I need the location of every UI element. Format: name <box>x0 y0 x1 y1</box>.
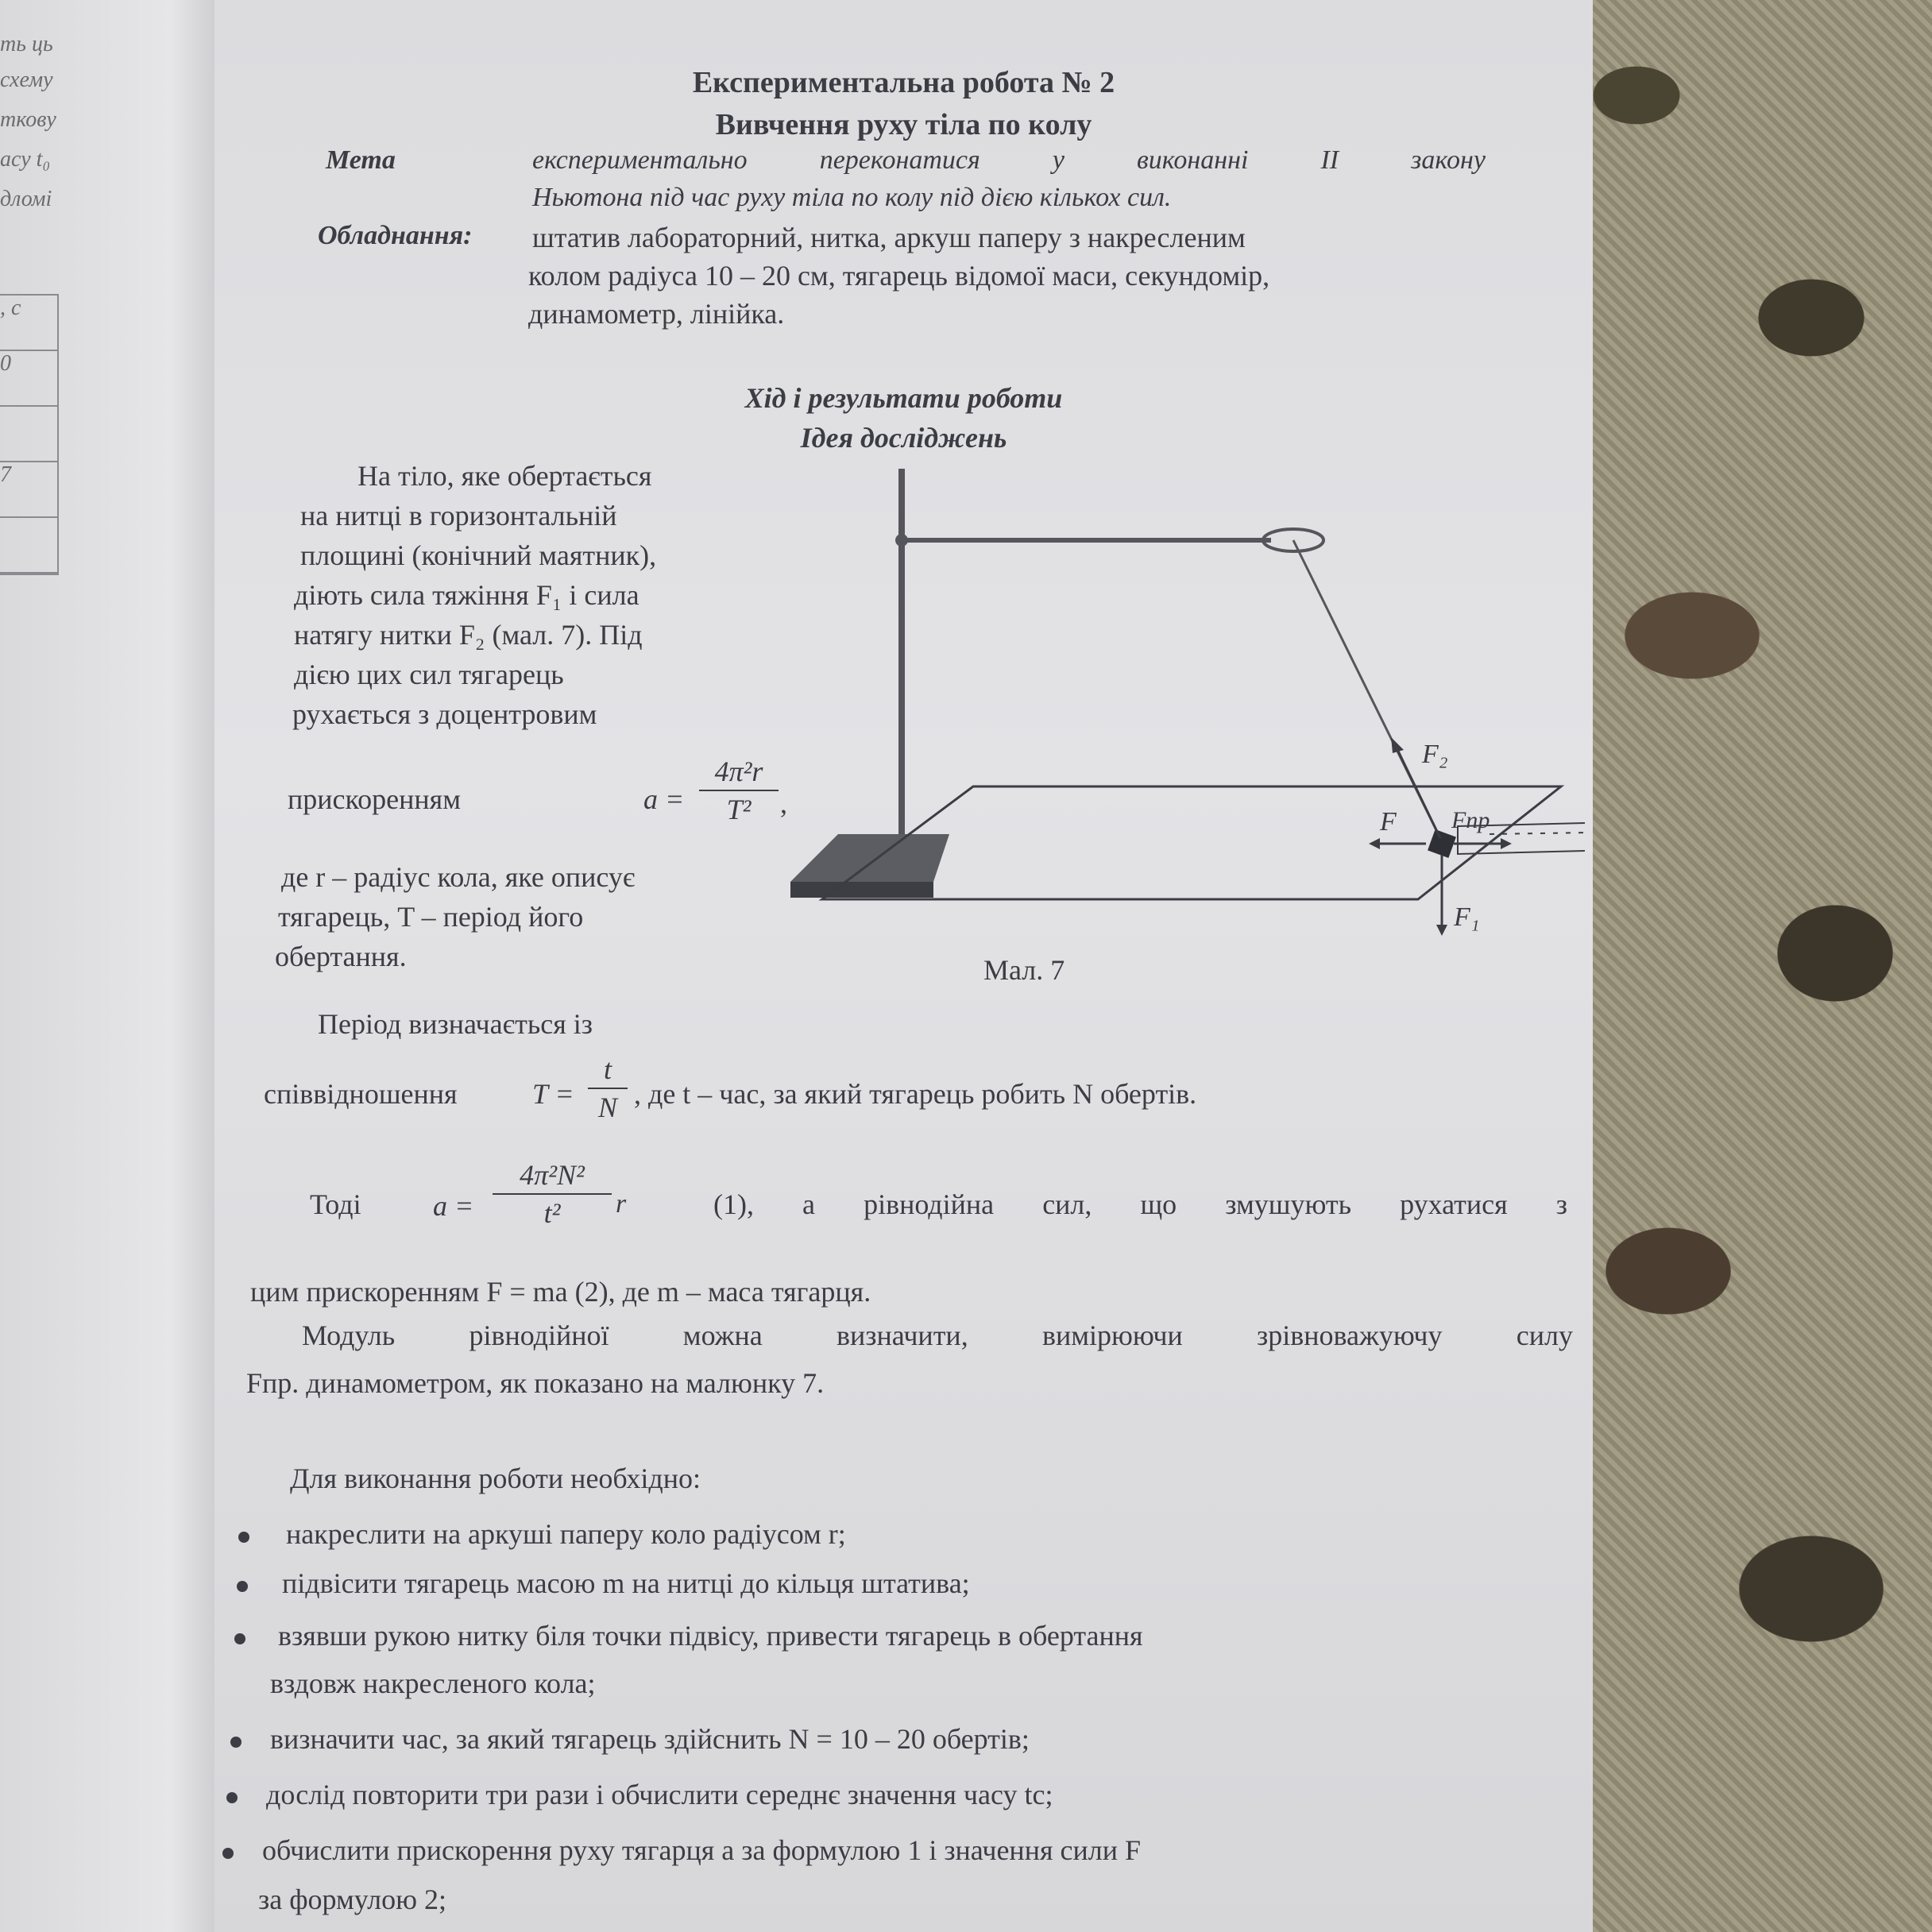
formula-accel-numerator: 4π²r <box>714 755 763 787</box>
formula-accel-fraction <box>699 755 779 826</box>
left-page-fragment <box>0 0 214 1932</box>
goal-label: Мета <box>326 145 396 175</box>
stand-base-edge <box>790 882 933 898</box>
equipment-line3: динамометр, лінійка. <box>528 298 785 330</box>
weight-body <box>1428 829 1456 858</box>
period-denominator: N <box>597 1092 617 1123</box>
background-fabric <box>1573 0 1932 1932</box>
step-item: обчислити прискорення руху тягарця a за формулою 1 і значення сили F <box>262 1834 1142 1866</box>
left-fragment-text: асу t₀ <box>0 147 51 172</box>
label-fpr: Fпр <box>1451 807 1490 833</box>
force-f-arrowhead <box>1369 838 1380 849</box>
idea-after-line: тягарець, T – період його <box>278 901 584 933</box>
idea-line: на нитці в горизонтальній <box>300 500 617 531</box>
step-item: дослід повторити три рази і обчислити середнє значення часу tc; <box>266 1779 1053 1810</box>
then-denominator: t² <box>543 1197 561 1229</box>
document-page <box>214 0 1593 1932</box>
steps-heading: Для виконання роботи необхідно: <box>290 1463 701 1494</box>
modulus-line1: Модуль рівнодійної можна визначити, вимірюючи зрівноважуючу силу <box>302 1320 1573 1351</box>
modulus-line2: Fпр. динамометром, як показано на малюнку 7. <box>246 1367 825 1399</box>
idea-line: рухається з доцентровим <box>292 698 597 730</box>
period-fraction <box>588 1053 628 1124</box>
step-item: накреслити на аркуші паперу коло радіусом r; <box>286 1518 846 1550</box>
equipment-label: Обладнання: <box>318 221 473 250</box>
bullet <box>230 1737 242 1748</box>
page-subtitle: Вивчення руху тіла по колу <box>715 108 1092 141</box>
stand-clamp <box>895 534 908 547</box>
section-heading: Хід і результати роботи <box>744 382 1063 414</box>
left-table-fragment: , с 0 7 <box>0 294 59 575</box>
page-title: Експериментальна робота № 2 <box>692 66 1115 99</box>
period-prefix: співвідношення <box>264 1078 458 1110</box>
equipment-line2: колом радіуса 10 – 20 см, тягарець відомої маси, секундомір, <box>528 260 1270 292</box>
idea-line: дією цих сил тягарець <box>294 659 564 690</box>
step-item-continued: вздовж накресленого кола; <box>270 1667 596 1699</box>
then-lhs: a = <box>433 1190 474 1222</box>
period-suffix: , де t – час, за який тягарець робить N обертів. <box>634 1078 1197 1110</box>
idea-after-line: обертання. <box>275 941 407 972</box>
then-tail: r <box>616 1189 627 1219</box>
formula-accel-denominator: T² <box>726 794 752 825</box>
equipment-line1: штатив лабораторний, нитка, аркуш паперу з накресленим <box>532 222 1246 253</box>
goal-text-line2: Ньютона під час руху тіла по колу під дією кількох сил. <box>532 183 1172 212</box>
then-numerator: 4π²N² <box>520 1159 585 1191</box>
step-item-continued: за формулою 2; <box>258 1884 447 1915</box>
then-fraction <box>493 1158 612 1230</box>
label-f2: F₂ <box>1422 740 1448 769</box>
left-fragment-text: схему <box>0 68 53 92</box>
idea-line: натягу нитки F₂ (мал. 7). Під <box>294 619 643 651</box>
section-subheading: Ідея досліджень <box>800 422 1007 454</box>
step-item: підвісити тягарець масою m на нитці до кільця штатива; <box>282 1567 970 1599</box>
idea-line: площині (конічний маятник), <box>300 539 657 571</box>
then-text: (1), а рівнодійна сил, що змушують рухатися з <box>713 1188 1567 1220</box>
then-word: Тоді <box>310 1188 361 1220</box>
idea-line: діють сила тяжіння F₁ і сила <box>294 579 639 611</box>
stand-rod <box>898 469 905 842</box>
goal-text-line1: експериментально переконатися у виконанні ІІ закону <box>532 145 1486 175</box>
force-f1-arrowhead <box>1436 925 1447 936</box>
accel-word: прискоренням <box>288 783 462 815</box>
period-numerator: t <box>603 1053 612 1085</box>
idea-after-line: де r – радіус кола, яке описує <box>281 861 636 893</box>
bullet <box>234 1633 245 1644</box>
idea-line: На тіло, яке обертається <box>357 460 652 492</box>
bullet <box>226 1792 238 1803</box>
bullet <box>222 1848 234 1859</box>
formula-accel-comma: , <box>780 787 787 819</box>
bullet <box>237 1581 248 1592</box>
step-item: взявши рукою нитку біля точки підвісу, привести тягарець в обертання <box>278 1620 1143 1652</box>
then-line2: цим прискоренням F = ma (2), де m – маса тягарця. <box>250 1276 871 1308</box>
period-line1: Період визначається із <box>318 1008 593 1040</box>
force-fpr-arrowhead <box>1501 838 1512 849</box>
figure-caption: Мал. 7 <box>983 954 1065 986</box>
conical-pendulum-figure <box>790 461 1585 937</box>
label-f: F <box>1380 807 1397 837</box>
bullet <box>238 1532 249 1543</box>
formula-accel-lhs: a = <box>643 783 685 815</box>
force-f2-arrowhead <box>1391 737 1404 753</box>
step-item: визначити час, за який тягарець здійснить N = 10 – 20 обертів; <box>270 1723 1030 1755</box>
left-fragment-text: ть ць <box>0 32 53 56</box>
label-f1: F₁ <box>1454 902 1480 932</box>
stand-base <box>790 834 949 882</box>
left-fragment-text: дломі <box>0 187 52 211</box>
period-lhs: T = <box>532 1078 574 1110</box>
left-fragment-text: ткову <box>0 107 56 132</box>
